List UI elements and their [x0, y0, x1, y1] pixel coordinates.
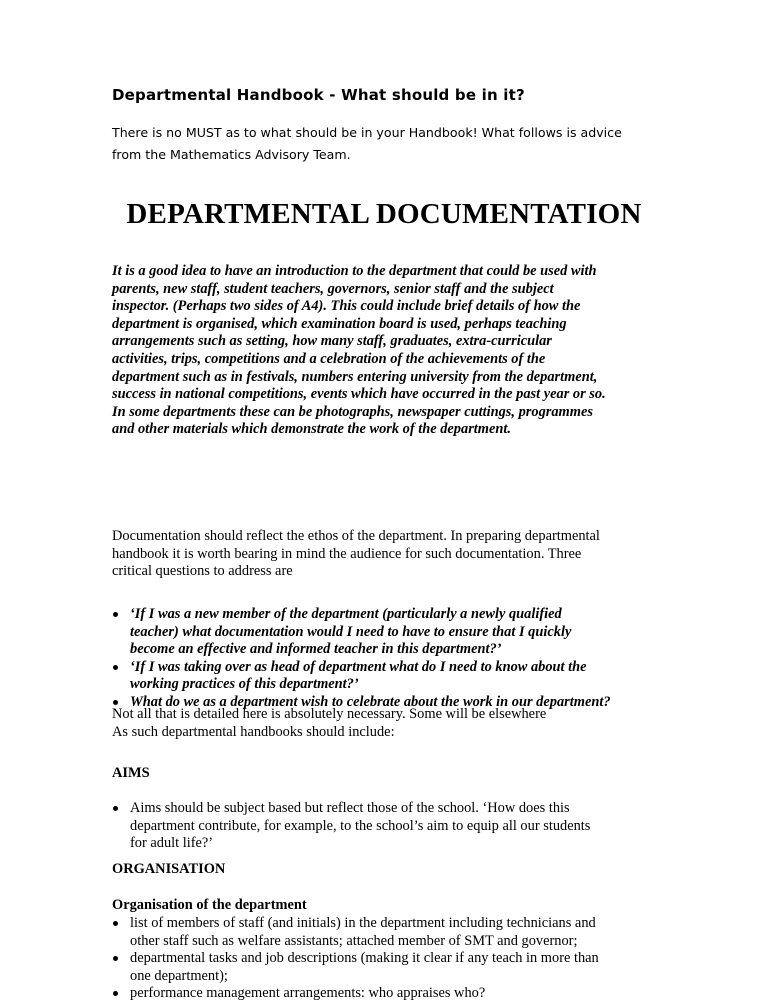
document-title: DEPARTMENTAL DOCUMENTATION	[126, 198, 642, 230]
list-item-line: performance management arrangements: who appraises who?	[130, 985, 486, 1002]
list-item-line: What do we as a department wish to celebrate about the work in our department?	[130, 693, 611, 710]
paragraph-line: As such departmental handbooks should include:	[112, 723, 395, 740]
list-item-line: working practices of this department?’	[130, 676, 359, 693]
paragraph-line: Not all that is detailed here is absolutely necessary. Some will be elsewhere	[112, 706, 547, 722]
list-item-line: list of members of staff (and initials) in the department including technicians and	[130, 915, 596, 931]
list-item-line: one department);	[130, 967, 228, 984]
organisation-list	[112, 915, 668, 1003]
list-item	[112, 606, 668, 659]
documentation-paragraph	[112, 528, 660, 581]
list-item-line: for adult life?’	[130, 835, 214, 852]
critical-questions-list	[112, 606, 668, 712]
paragraph-line: success in national competitions, events which have occurred in the past year or so.	[112, 386, 606, 403]
list-item-line: ‘If I was taking over as head of department what do I need to know about the	[130, 658, 587, 675]
bullet-icon	[113, 921, 118, 926]
paragraph-line: arrangements such as setting, how many staff, graduates, extra-curricular	[112, 333, 552, 350]
organisation-subheading: Organisation of the department	[112, 897, 307, 913]
not-all-paragraph	[112, 706, 660, 741]
intro-text	[112, 122, 672, 166]
bullet-icon	[113, 612, 118, 617]
intro-line: There is no MUST as to what should be in your Handbook! What follows is advice	[112, 125, 622, 140]
paragraph-line: parents, new staff, student teachers, governors, senior staff and the subject	[112, 280, 554, 297]
list-item-line: teacher) what documentation would I need to have to ensure that I quickly	[130, 623, 572, 640]
paragraph-line: activities, trips, competitions and a celebration of the achievements of the	[112, 350, 546, 367]
paragraph-line: critical questions to address are	[112, 563, 293, 580]
paragraph-line: Documentation should reflect the ethos of the department. In preparing departmental	[112, 528, 600, 544]
list-item-line: departmental tasks and job descriptions (making it clear if any teach in more than	[130, 950, 599, 967]
aims-list	[112, 800, 668, 853]
handbook-heading: Departmental Handbook - What should be in it?	[112, 86, 525, 104]
paragraph-line: department is organised, which examination board is used, perhaps teaching	[112, 315, 567, 332]
paragraph-line: handbook it is worth bearing in mind the audience for such documentation. Three	[112, 545, 582, 562]
list-item	[112, 800, 668, 853]
paragraph-line: It is a good idea to have an introduction to the department that could be used with	[112, 263, 597, 279]
list-item-line: other staff such as welfare assistants; attached member of SMT and governor;	[130, 932, 578, 949]
list-item	[112, 915, 668, 950]
bullet-icon	[113, 700, 118, 705]
paragraph-line: department such as in festivals, numbers entering university from the department,	[112, 368, 598, 385]
bullet-icon	[113, 956, 118, 961]
introduction-paragraph	[112, 263, 660, 439]
list-item	[112, 659, 668, 694]
bullet-icon	[113, 665, 118, 670]
intro-line: from the Mathematics Advisory Team.	[112, 147, 351, 162]
paragraph-line: inspector. (Perhaps two sides of A4). This could include brief details of how the	[112, 298, 581, 315]
organisation-heading: ORGANISATION	[112, 861, 226, 877]
list-item	[112, 950, 668, 985]
list-item-line: ‘If I was a new member of the department (particularly a newly qualified	[130, 606, 562, 622]
paragraph-line: In some departments these can be photographs, newspaper cuttings, programmes	[112, 403, 593, 420]
list-item-line: become an effective and informed teacher in this department?’	[130, 641, 502, 658]
paragraph-line: and other materials which demonstrate the work of the department.	[112, 421, 511, 438]
list-item	[112, 985, 668, 1003]
aims-heading: AIMS	[112, 765, 150, 781]
bullet-icon	[113, 806, 118, 811]
list-item-line: department contribute, for example, to the school’s aim to equip all our students	[130, 817, 591, 834]
list-item-line: Aims should be subject based but reflect those of the school. ‘How does this	[130, 800, 570, 816]
